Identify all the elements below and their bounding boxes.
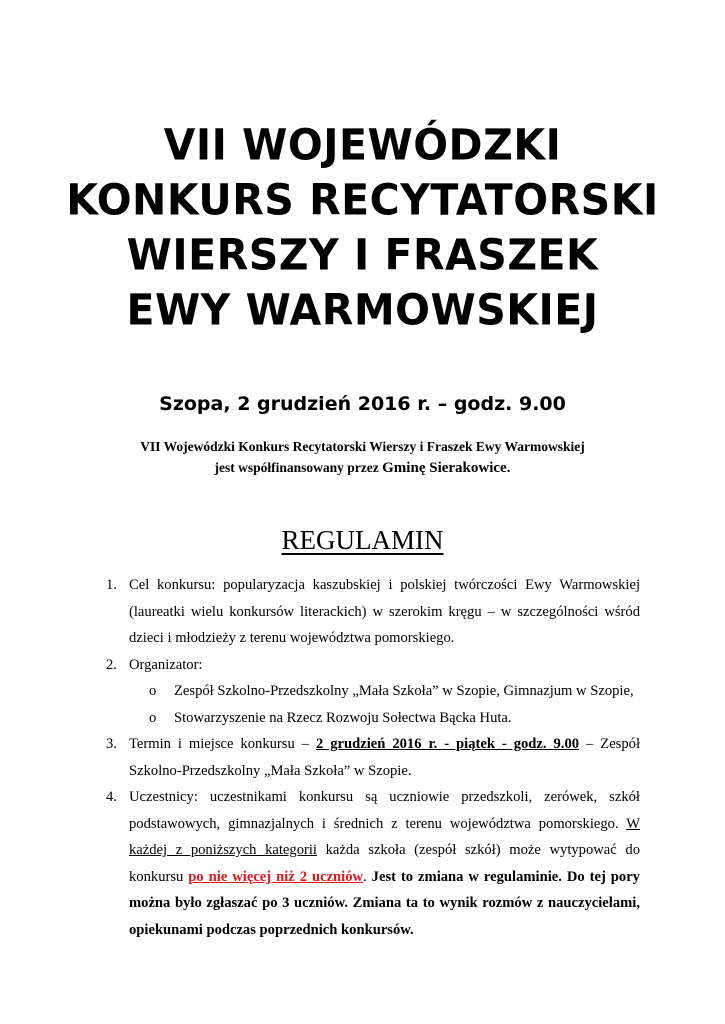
funding-line-2 [0,457,725,479]
rule-text: Cel konkursu: popularyzacja kaszubskiej i polskiej twórczości Ewy Warmowskiej (laureatki wielu konkursów literackich) w szerokim kręgu – w szczególności wśród dzieci i młodzieży z terenu województwa pomorskiego. [129,577,640,646]
sub-item-text: Stowarzyszenie na Rzecz Rozwoju Sołectwa Bącka Huta. [174,709,512,726]
regulations-heading: REGULAMIN [281,525,444,555]
event-date-subtitle: Szopa, 2 grudzień 2016 r. – godz. 9.00 [159,393,566,415]
rule-text: . [363,868,372,885]
participant-limit-highlight: po nie więcej niż 2 uczniów [188,868,364,885]
rule-text: każda szkoła (zespół szkół) może wytypować do konkursu [129,842,640,885]
rule-item-4 [100,784,640,943]
rule-item-1 [100,572,640,652]
sub-item-organizer-2 [129,705,640,732]
main-title [0,118,725,338]
title-line-2: KONKURS RECYTATORSKI [66,174,659,226]
regulation-change-note: Jest to zmiana w regulaminie. Do tej pory można było zgłaszać po 3 uczniów. Zmiana ta to wynik rozmów z nauczycielami, opiekunami podczas poprzednich konkursów. [129,868,640,938]
title-line-3: WIERSZY I FRASZEK [126,229,599,281]
rule-item-2 [100,652,640,732]
regulations-list [100,572,640,943]
rule-text-suffix: – Zespół Szkolno-Przedszkolny „Mała Szkoła” w Szopie. [129,736,640,779]
bullet-icon: o [149,709,157,726]
funding-line-1: VII Wojewódzki Konkurs Recytatorski Wierszy i Fraszek Ewy Warmowskiej [140,439,585,454]
category-note-underlined: W każdej z poniższych kategorii [129,815,640,858]
title-line-1: VII WOJEWÓDZKI [163,119,562,171]
rule-item-3 [100,731,640,784]
rule-number: 1. [106,577,117,593]
rule-number: 4. [106,789,117,805]
rule-text: Organizator: [129,656,203,673]
title-line-4: EWY WARMOWSKIEJ [126,284,599,336]
rule-number: 3. [106,736,117,752]
rule-text: Uczestnicy: uczestnikami konkursu są uczniowie przedszkoli, zerówek, szkół podstawowych, gimnazjalnych i średnich z terenu województwa pomorskiego. [129,789,640,832]
sub-item-text: Zespół Szkolno-Przedszkolny „Mała Szkoła” w Szopie, Gimnazjum w Szopie, [174,683,634,699]
funding-note [0,436,725,479]
rule-text-prefix: Termin i miejsce konkursu – [129,736,316,752]
funding-entity: Gminę Sierakowice. [382,460,511,476]
funding-prefix: jest współfinansowany przez [214,460,383,475]
bullet-icon: o [149,683,157,699]
rule-number: 2. [106,656,117,673]
sub-item-organizer-1 [129,678,640,705]
event-date-highlight: 2 grudzień 2016 r. - piątek - godz. 9.00 [315,736,580,752]
